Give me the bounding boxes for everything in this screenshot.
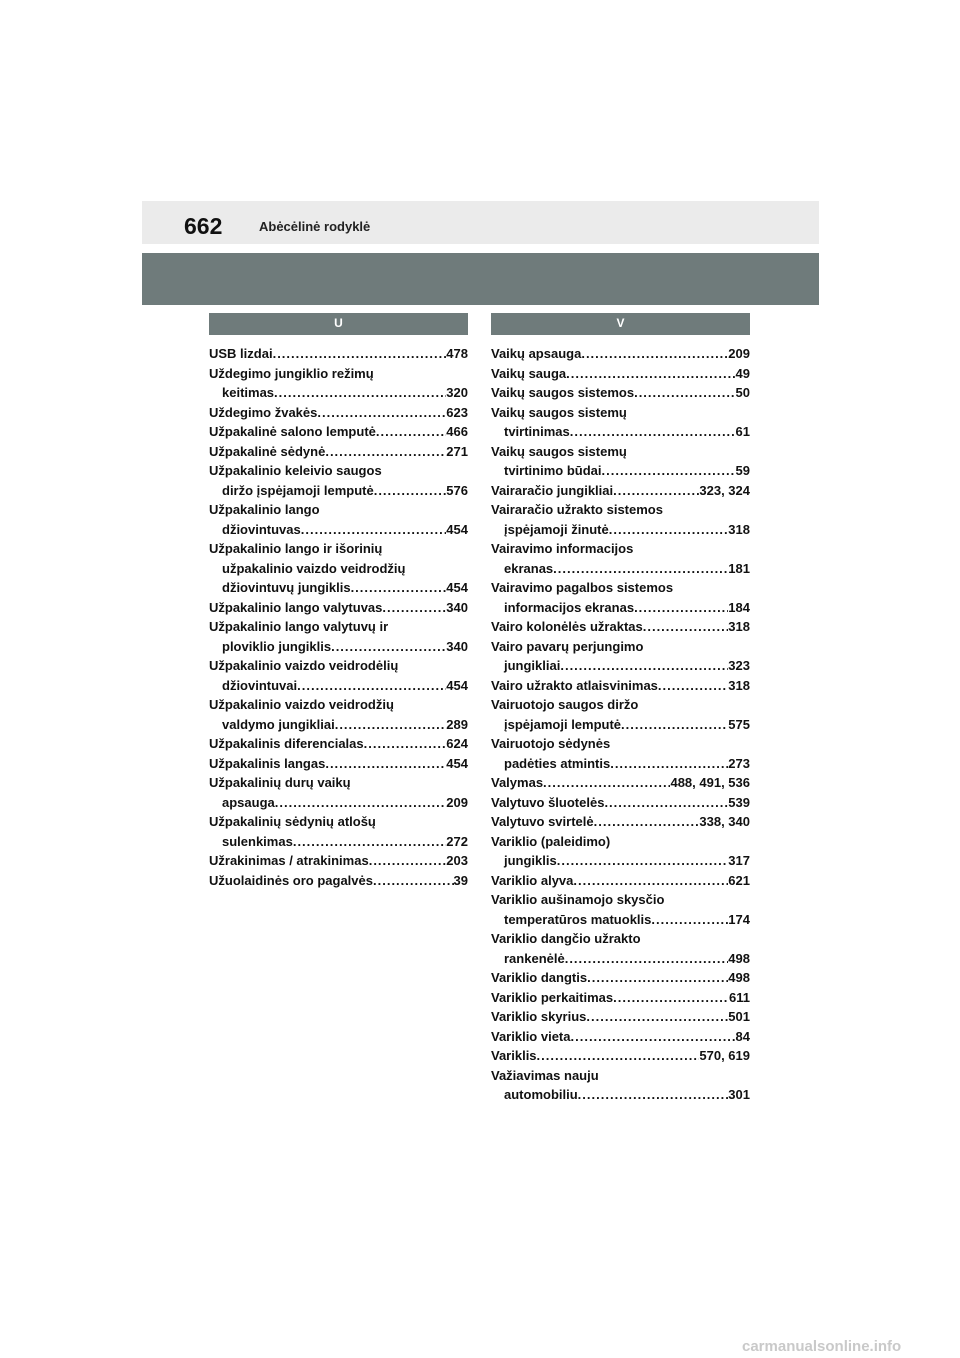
index-entry-line: [491, 422, 750, 442]
page-reference: 478: [446, 346, 468, 361]
page-reference: 209: [728, 346, 750, 361]
index-entry-term: Variklio dangčio užrakto: [491, 931, 641, 946]
index-entry-line: [491, 1046, 750, 1066]
index-entry-line: [491, 1085, 750, 1105]
index-entry-line: [209, 695, 468, 715]
index-entry-line: [491, 695, 750, 715]
letter-header-v: V: [491, 313, 750, 335]
index-entry-term: Užpakalinio vaizdo veidrodėlių: [209, 658, 399, 673]
dot-leader: [571, 1027, 736, 1047]
index-entry-term: Užrakinimas / atrakinimas: [209, 853, 369, 868]
index-entry-line: [209, 851, 468, 871]
index-entry: [491, 871, 750, 891]
dot-leader: [613, 988, 729, 1008]
index-entry-line: [491, 1027, 750, 1047]
index-entry-term: informacijos ekranas: [504, 599, 635, 615]
page-reference: 454: [446, 580, 468, 595]
index-entry-line: [491, 598, 750, 618]
page-reference: 84: [735, 1028, 750, 1044]
index-entry-line: [209, 559, 468, 579]
index-entry-term: Užpakalinė salono lemputė: [209, 424, 376, 439]
index-entry: [209, 403, 468, 423]
index-entry: [491, 344, 750, 364]
index-column-v: [491, 313, 750, 1105]
page-reference: 488, 491, 536: [670, 775, 750, 790]
index-entry: [491, 617, 750, 637]
index-entry: [209, 344, 468, 364]
index-entry-term: Užpakalinio lango valytuvų ir: [209, 619, 389, 634]
index-entry-term: Variklio aušinamojo skysčio: [491, 892, 665, 907]
index-entry: [491, 832, 750, 871]
index-entry: [209, 539, 468, 598]
index-entry-line: [491, 481, 750, 501]
dot-leader: [651, 910, 728, 930]
index-entry-term: įspėjamoji žinutė: [504, 521, 609, 537]
index-entry-line: [209, 403, 468, 423]
index-entry-term: Vairavimo informacijos: [491, 541, 634, 556]
index-entry: [491, 1007, 750, 1027]
index-entry-line: [491, 461, 750, 481]
page-reference: 50: [735, 385, 750, 400]
index-entry-term: Vairo užrakto atlaisvinimas: [491, 677, 658, 693]
dot-leader: [566, 364, 735, 384]
index-entry-line: [491, 559, 750, 579]
index-entry-line: [491, 754, 750, 774]
index-entry-term: Užpakalinis diferencialas: [209, 736, 364, 751]
index-entry-term: Vairavimo pagalbos sistemos: [491, 580, 674, 595]
index-entry: [491, 442, 750, 481]
page-reference: 301: [728, 1087, 750, 1102]
page-reference: 454: [446, 677, 468, 693]
index-entry-line: [209, 539, 468, 559]
index-entry-term: Vaikų apsauga: [491, 346, 582, 361]
dot-leader: [543, 773, 670, 793]
dot-leader: [565, 949, 729, 969]
index-entry-term: Užuolaidinės oro pagalvės: [209, 872, 373, 888]
index-entry-term: Užpakalinio lango valytuvas: [209, 599, 383, 615]
index-entry-line: [209, 422, 468, 442]
index-entry: [209, 461, 468, 500]
index-entry-line: [491, 851, 750, 871]
index-entry: [491, 1066, 750, 1105]
dot-leader: [376, 422, 446, 442]
index-entry: [209, 695, 468, 734]
dot-leader: [604, 793, 728, 813]
index-entry-line: [491, 871, 750, 891]
index-entry: [491, 929, 750, 968]
dot-leader: [373, 871, 454, 891]
index-entry-term: Užpakalinių durų vaikų: [209, 775, 351, 790]
index-entry-term: apsauga: [222, 794, 275, 810]
index-entry-line: [209, 871, 468, 891]
index-entry-term: Užpakalinio lango ir išorinių: [209, 541, 383, 556]
index-entry-term: įspėjamoji lemputė: [504, 716, 622, 732]
page-reference: 323, 324: [699, 482, 750, 498]
dot-leader: [553, 559, 728, 579]
index-column-u: [209, 313, 468, 890]
dot-leader: [578, 1085, 729, 1105]
index-entry-term: keitimas: [222, 385, 275, 400]
index-entry: [209, 422, 468, 442]
dot-leader: [382, 598, 446, 618]
page-reference: 575: [728, 716, 750, 732]
page-reference: 61: [735, 424, 750, 439]
index-entry-term: džiovintuvų jungiklis: [222, 580, 351, 595]
index-entry-line: [209, 500, 468, 520]
index-entry-line: [209, 520, 468, 540]
index-entry-term: rankenėlė: [504, 950, 565, 966]
index-entry-line: [209, 832, 468, 852]
page-reference: 498: [728, 970, 750, 985]
dot-leader: [634, 598, 728, 618]
index-entry-term: užpakalinio vaizdo veidrodžių: [222, 560, 406, 576]
index-entry-term: tvirtinimas: [504, 424, 570, 439]
index-entry-line: [491, 656, 750, 676]
index-entry-term: Variklis: [491, 1048, 537, 1063]
index-entry-line: [491, 344, 750, 364]
index-entry-term: džiovintuvai: [222, 677, 298, 693]
index-entry-term: Variklio dangtis: [491, 970, 588, 985]
index-entry-line: [491, 676, 750, 696]
dot-leader: [586, 1007, 728, 1027]
page-reference: 59: [735, 463, 750, 478]
index-entry: [209, 598, 468, 618]
index-entry-line: [209, 793, 468, 813]
page-reference: 273: [728, 755, 750, 771]
dot-leader: [369, 851, 447, 871]
page-reference: 320: [446, 385, 468, 400]
index-entry: [491, 364, 750, 384]
index-entry-line: [491, 383, 750, 403]
index-entry-line: [491, 890, 750, 910]
index-entry-term: Variklio perkaitimas: [491, 989, 614, 1005]
page-reference: 49: [735, 365, 750, 381]
index-entry: [209, 442, 468, 462]
index-entry-line: [209, 734, 468, 754]
index-entry-line: [491, 1066, 750, 1086]
index-entry-term: Užpakalinio keleivio saugos: [209, 463, 382, 478]
page-reference: 501: [728, 1009, 750, 1024]
index-entry-term: sulenkimas: [222, 833, 293, 849]
index-entry-term: ploviklio jungiklis: [222, 638, 332, 654]
page-reference: 539: [728, 794, 750, 810]
index-entry: [491, 968, 750, 988]
page-reference: 318: [728, 677, 750, 693]
index-entry: [209, 364, 468, 403]
index-entry-line: [491, 715, 750, 735]
index-entry: [491, 793, 750, 813]
index-entry-term: Vaikų saugos sistemų: [491, 443, 627, 459]
index-entry-term: Uždegimo jungiklio režimų: [209, 365, 374, 381]
index-entry-line: [491, 403, 750, 423]
index-entry: [209, 656, 468, 695]
index-entry: [209, 754, 468, 774]
dot-leader: [621, 715, 728, 735]
header-band: [142, 201, 819, 244]
dot-leader: [560, 656, 728, 676]
index-entry-term: Važiavimas nauju: [491, 1067, 599, 1083]
index-entry: [491, 1027, 750, 1047]
dot-leader: [634, 383, 735, 403]
page-reference: 454: [446, 521, 468, 537]
dot-leader: [643, 617, 729, 637]
index-entry-line: [491, 812, 750, 832]
dot-leader: [594, 812, 700, 832]
index-entry-line: [209, 344, 468, 364]
letter-header-u: U: [209, 313, 468, 335]
index-entry-line: [209, 656, 468, 676]
index-entry-line: [491, 637, 750, 657]
index-entry-line: [491, 520, 750, 540]
index-entry-term: Variklio alyva: [491, 872, 574, 888]
index-entry-term: temperatūros matuoklis: [504, 911, 652, 927]
index-entry-line: [209, 715, 468, 735]
index-entry-line: [209, 383, 468, 403]
index-entry-term: Vairuotojo sėdynės: [491, 736, 611, 751]
index-entry-line: [491, 617, 750, 637]
index-entry-line: [491, 773, 750, 793]
index-entry-term: Vaikų saugos sistemos: [491, 385, 635, 400]
index-entry: [209, 871, 468, 891]
dot-leader: [293, 832, 446, 852]
index-entry-term: USB lizdai: [209, 346, 273, 361]
dot-leader: [301, 520, 447, 540]
index-entry: [491, 500, 750, 539]
section-title: Abėcėlinė rodyklė: [259, 219, 371, 234]
dot-leader: [335, 715, 447, 735]
dot-leader: [325, 442, 446, 462]
index-entry: [491, 1046, 750, 1066]
dot-leader: [587, 968, 728, 988]
index-entry: [491, 890, 750, 929]
index-list-u: [209, 344, 468, 890]
index-entry-line: [209, 598, 468, 618]
dot-leader: [610, 754, 728, 774]
dot-leader: [581, 344, 728, 364]
dot-leader: [570, 422, 736, 442]
index-entry-term: Vaikų sauga: [491, 365, 567, 381]
index-entry-line: [209, 578, 468, 598]
index-entry-line: [209, 442, 468, 462]
page-reference: 174: [728, 911, 750, 927]
index-entry-term: Vairaračio užrakto sistemos: [491, 502, 663, 517]
index-entry-term: Variklio vieta: [491, 1028, 571, 1044]
index-entry-term: Uždegimo žvakės: [209, 404, 318, 420]
page-reference: 323: [728, 658, 750, 673]
index-entry-term: Užpakalinių sėdynių atlošų: [209, 814, 376, 829]
index-entry-line: [491, 500, 750, 520]
index-entry-line: [209, 754, 468, 774]
page-number: 662: [184, 213, 223, 239]
dot-leader: [374, 481, 447, 501]
index-entry-line: [491, 949, 750, 969]
page-reference: 340: [446, 638, 468, 654]
index-entry-term: Užpakalinio lango: [209, 502, 320, 517]
dot-leader: [275, 793, 447, 813]
index-entry-term: Vairaračio jungikliai: [491, 482, 614, 498]
index-entry: [491, 988, 750, 1008]
dot-leader: [331, 637, 446, 657]
index-entry-term: tvirtinimo būdai: [504, 463, 602, 478]
dot-leader: [274, 383, 446, 403]
dot-leader: [573, 871, 728, 891]
index-entry: [491, 481, 750, 501]
index-entry-term: džiovintuvas: [222, 521, 301, 537]
dot-leader: [557, 851, 729, 871]
page-reference: 317: [728, 853, 750, 868]
index-entry: [491, 383, 750, 403]
dot-leader: [602, 461, 736, 481]
index-entry-term: jungikliai: [504, 658, 561, 673]
page-reference: 624: [446, 736, 468, 751]
dot-leader: [613, 481, 699, 501]
index-entry: [491, 403, 750, 442]
index-entry-line: [491, 988, 750, 1008]
index-list-v: [491, 344, 750, 1105]
page-reference: 209: [446, 794, 468, 810]
page-reference: 289: [446, 716, 468, 732]
index-entry-line: [491, 734, 750, 754]
index-entry: [209, 812, 468, 851]
index-entry-line: [491, 793, 750, 813]
index-entry: [491, 734, 750, 773]
page-reference: 611: [729, 989, 750, 1005]
index-entry-term: Užpakalinis langas: [209, 755, 326, 771]
index-entry-term: Variklio skyrius: [491, 1009, 587, 1024]
page-reference: 570, 619: [699, 1048, 750, 1063]
decorative-band: [142, 253, 819, 305]
index-entry-term: Užpakalinė sėdynė: [209, 443, 326, 459]
index-entry-term: Valymas: [491, 775, 544, 790]
dot-leader: [273, 344, 447, 364]
index-entry-line: [491, 1007, 750, 1027]
dot-leader: [317, 403, 446, 423]
index-entry-line: [209, 812, 468, 832]
index-entry-line: [491, 929, 750, 949]
index-entry-line: [491, 578, 750, 598]
page-reference: 498: [728, 950, 750, 966]
dot-leader: [364, 734, 447, 754]
index-entry-term: Vairuotojo saugos diržo: [491, 697, 639, 712]
index-entry-term: Vairo pavarų perjungimo: [491, 638, 644, 654]
index-entry-term: diržo įspėjamoji lemputė: [222, 482, 374, 498]
index-entry: [491, 812, 750, 832]
index-entry-term: Vaikų saugos sistemų: [491, 404, 627, 420]
dot-leader: [325, 754, 446, 774]
index-entry: [209, 617, 468, 656]
page-reference: 203: [446, 853, 468, 868]
index-entry: [209, 773, 468, 812]
index-entry-term: Variklio (paleidimo): [491, 833, 611, 849]
page-reference: 454: [446, 755, 468, 771]
index-entry: [491, 773, 750, 793]
index-entry: [491, 695, 750, 734]
page-reference: 338, 340: [699, 814, 750, 829]
page-reference: 466: [446, 424, 468, 439]
page-reference: 576: [446, 482, 468, 498]
page-reference: 318: [728, 521, 750, 537]
index-entry-term: valdymo jungikliai: [222, 716, 335, 732]
index-entry-term: jungiklis: [504, 853, 557, 868]
page-reference: 184: [728, 599, 750, 615]
index-entry-line: [209, 637, 468, 657]
dot-leader: [658, 676, 728, 696]
dot-leader: [297, 676, 446, 696]
page-reference: 621: [728, 872, 750, 888]
dot-leader: [537, 1046, 700, 1066]
page-reference: 340: [446, 599, 468, 615]
index-entry: [209, 500, 468, 539]
index-entry: [491, 676, 750, 696]
index-entry-term: padėties atmintis: [504, 755, 611, 771]
index-entry: [209, 734, 468, 754]
dot-leader: [609, 520, 729, 540]
index-entry-term: Valytuvo svirtelė: [491, 814, 594, 829]
index-entry-term: ekranas: [504, 560, 554, 576]
index-entry-line: [209, 481, 468, 501]
page-reference: 623: [446, 404, 468, 420]
index-entry-line: [491, 442, 750, 462]
index-entry-line: [491, 968, 750, 988]
index-entry-term: Valytuvo šluotelės: [491, 794, 605, 810]
dot-leader: [351, 578, 447, 598]
index-entry: [491, 539, 750, 578]
index-entry-term: automobiliu: [504, 1087, 578, 1102]
index-entry-term: Užpakalinio vaizdo veidrodžių: [209, 697, 394, 712]
page-reference: 272: [446, 833, 468, 849]
page-reference: 271: [446, 443, 468, 459]
watermark: carmanualsonline.info: [742, 1338, 902, 1355]
index-entry: [209, 851, 468, 871]
index-entry-term: Vairo kolonėlės užraktas: [491, 619, 643, 634]
index-entry-line: [491, 832, 750, 852]
index-entry-line: [209, 773, 468, 793]
page-reference: 318: [728, 619, 750, 634]
index-entry-line: [209, 676, 468, 696]
index-entry: [491, 637, 750, 676]
index-entry-line: [209, 617, 468, 637]
index-entry-line: [209, 461, 468, 481]
page-reference: 39: [453, 872, 468, 888]
index-entry-line: [209, 364, 468, 384]
index-entry-line: [491, 539, 750, 559]
page-reference: 181: [728, 560, 750, 576]
index-entry: [491, 578, 750, 617]
index-entry-line: [491, 910, 750, 930]
index-entry-line: [491, 364, 750, 384]
